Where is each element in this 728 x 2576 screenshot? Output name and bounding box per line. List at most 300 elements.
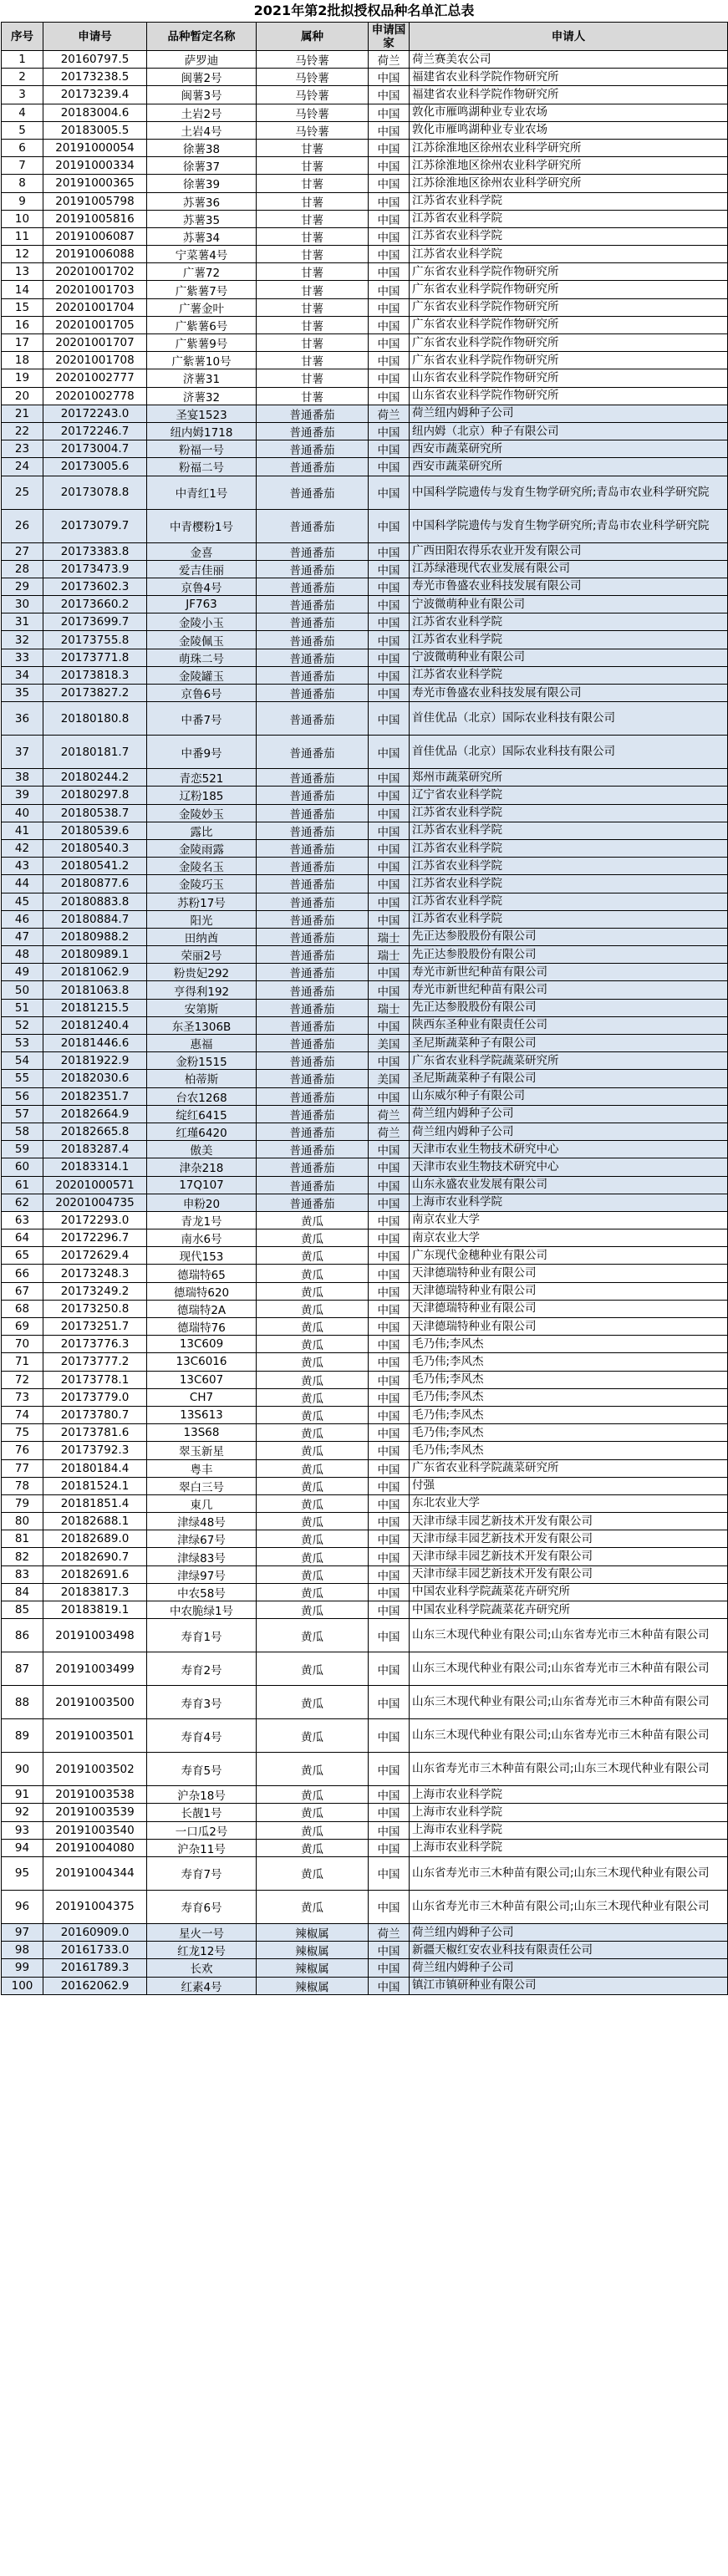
row-number-cell: 57 [2,1105,43,1123]
application-number-cell: 20201001707 [43,334,147,352]
applicant-cell: 广东省农业科学院蔬菜研究所 [410,1052,728,1070]
table-row [2,157,728,175]
applicant-cell: 天津市绿丰园艺新技术开发有限公司 [410,1548,728,1565]
table-row [2,1176,728,1194]
col-header-applicant: 申请人 [410,23,728,51]
genus-cell: 甘薯 [257,210,369,227]
application-number-cell: 20182688.1 [43,1513,147,1530]
variety-name-cell: 广紫薯10号 [147,352,257,369]
row-number-cell: 32 [2,631,43,649]
variety-name-cell: 13C607 [147,1371,257,1388]
table-row [2,1016,728,1034]
variety-name-cell: 13S68 [147,1424,257,1442]
row-number-cell: 97 [2,1923,43,1941]
genus-cell: 黄瓜 [257,1459,369,1477]
application-number-cell: 20161733.0 [43,1942,147,1959]
variety-name-cell: 苏薯35 [147,210,257,227]
variety-name-cell: 寿育7号 [147,1856,257,1890]
row-number-cell: 66 [2,1265,43,1282]
genus-cell: 甘薯 [257,352,369,369]
table-row [2,631,728,649]
variety-name-cell: 津绿67号 [147,1530,257,1548]
variety-name-cell: 宁菜薯4号 [147,246,257,263]
genus-cell: 普通番茄 [257,613,369,631]
variety-name-cell: 荣丽2号 [147,946,257,964]
genus-cell: 黄瓜 [257,1494,369,1512]
applicant-cell: 广东省农业科学院作物研究所 [410,263,728,281]
genus-cell: 普通番茄 [257,1123,369,1140]
application-number-cell: 20173238.5 [43,69,147,86]
row-number-cell: 54 [2,1052,43,1070]
application-number-cell: 20201000571 [43,1176,147,1194]
genus-cell: 马铃薯 [257,51,369,69]
table-row [2,281,728,298]
application-number-cell: 20160909.0 [43,1923,147,1941]
table-row [2,1719,728,1753]
row-number-cell: 60 [2,1158,43,1176]
applicant-cell: 广东省农业科学院蔬菜研究所 [410,1459,728,1477]
application-number-cell: 20173792.3 [43,1442,147,1459]
country-cell: 中国 [369,192,410,210]
row-number-cell: 19 [2,369,43,387]
country-cell: 中国 [369,1336,410,1353]
applicant-cell: 寿光市新世纪种苗有限公司 [410,981,728,999]
applicant-cell: 中国农业科学院蔬菜花卉研究所 [410,1601,728,1619]
table-row [2,999,728,1016]
country-cell: 荷兰 [369,1923,410,1941]
row-number-cell: 79 [2,1494,43,1512]
country-cell: 中国 [369,121,410,139]
application-number-cell: 20183287.4 [43,1141,147,1158]
country-cell: 中国 [369,1318,410,1336]
row-number-cell: 44 [2,875,43,893]
country-cell: 中国 [369,422,410,440]
genus-cell: 黄瓜 [257,1247,369,1265]
row-number-cell: 56 [2,1087,43,1105]
variety-name-cell: 星火一号 [147,1923,257,1941]
country-cell: 中国 [369,1856,410,1890]
row-number-cell: 23 [2,440,43,458]
applicant-cell: 江苏徐淮地区徐州农业科学研究所 [410,175,728,192]
genus-cell: 甘薯 [257,334,369,352]
table-row [2,352,728,369]
row-number-cell: 83 [2,1565,43,1583]
application-number-cell: 20182691.6 [43,1565,147,1583]
table-row [2,964,728,981]
country-cell: 中国 [369,1686,410,1719]
applicant-cell: 山东威尔种子有限公司 [410,1087,728,1105]
genus-cell: 黄瓜 [257,1442,369,1459]
genus-cell: 甘薯 [257,157,369,175]
row-number-cell: 55 [2,1070,43,1087]
application-number-cell: 20182690.7 [43,1548,147,1565]
country-cell: 中国 [369,476,410,509]
variety-name-cell: 金喜 [147,542,257,560]
table-row [2,839,728,857]
applicant-cell: 毛乃伟;李风杰 [410,1371,728,1388]
application-number-cell: 20181240.4 [43,1016,147,1034]
application-number-cell: 20191003502 [43,1753,147,1786]
row-number-cell: 100 [2,1977,43,1994]
table-row [2,1194,728,1211]
country-cell: 中国 [369,104,410,121]
genus-cell: 普通番茄 [257,509,369,542]
country-cell: 中国 [369,1459,410,1477]
row-number-cell: 8 [2,175,43,192]
table-row [2,1494,728,1512]
applicant-cell: 首佳优品（北京）国际农业科技有限公司 [410,736,728,769]
row-number-cell: 74 [2,1406,43,1423]
applicant-cell: 山东省寿光市三木种苗有限公司;山东三木现代种业有限公司 [410,1856,728,1890]
applicant-cell: 敦化市雁鸣湖种业专业农场 [410,104,728,121]
country-cell: 中国 [369,1371,410,1388]
genus-cell: 黄瓜 [257,1583,369,1601]
table-row [2,1087,728,1105]
variety-name-cell: 红龙12号 [147,1942,257,1959]
genus-cell: 黄瓜 [257,1686,369,1719]
country-cell: 中国 [369,1821,410,1839]
genus-cell: 普通番茄 [257,1176,369,1194]
table-row [2,422,728,440]
row-number-cell: 63 [2,1211,43,1229]
applicant-cell: 广东现代金穗种业有限公司 [410,1247,728,1265]
application-number-cell: 20180181.7 [43,736,147,769]
country-cell: 中国 [369,387,410,405]
variety-name-cell: 粉福一号 [147,440,257,458]
applicant-cell: 天津德瑞特种业有限公司 [410,1265,728,1282]
genus-cell: 普通番茄 [257,476,369,509]
variety-name-cell: 济薯32 [147,387,257,405]
variety-name-cell: 闽薯2号 [147,69,257,86]
country-cell: 中国 [369,964,410,981]
table-row [2,1158,728,1176]
variety-name-cell: 傲美 [147,1141,257,1158]
application-number-cell: 20173755.8 [43,631,147,649]
applicant-cell: 江苏省农业科学院 [410,910,728,928]
table-row [2,369,728,387]
variety-name-cell: 寿育3号 [147,1686,257,1719]
variety-name-cell: 津绿48号 [147,1513,257,1530]
application-number-cell: 20173771.8 [43,649,147,666]
country-cell: 美国 [369,1070,410,1087]
variety-name-cell: 亨得利192 [147,981,257,999]
table-body [2,51,728,1995]
applicant-cell: 江苏省农业科学院 [410,613,728,631]
variety-name-cell: 德瑞特2A [147,1300,257,1317]
row-number-cell: 25 [2,476,43,509]
row-number-cell: 68 [2,1300,43,1317]
row-number-cell: 64 [2,1229,43,1247]
application-number-cell: 20173660.2 [43,596,147,613]
row-number-cell: 50 [2,981,43,999]
application-number-cell: 20180538.7 [43,804,147,822]
table-row [2,822,728,839]
table-row [2,893,728,910]
application-number-cell: 20173004.7 [43,440,147,458]
table-row [2,1459,728,1477]
variety-name-cell: 安第斯 [147,999,257,1016]
table-row [2,613,728,631]
row-number-cell: 6 [2,139,43,156]
country-cell: 中国 [369,1353,410,1371]
table-row [2,298,728,316]
variety-name-cell: 柏蒂斯 [147,1070,257,1087]
genus-cell: 普通番茄 [257,822,369,839]
country-cell: 中国 [369,1513,410,1530]
applicant-cell: 广西田阳农得乐农业开发有限公司 [410,542,728,560]
application-number-cell: 20191003500 [43,1686,147,1719]
row-number-cell: 41 [2,822,43,839]
applicant-cell: 广东省农业科学院作物研究所 [410,298,728,316]
application-number-cell: 20181524.1 [43,1477,147,1494]
genus-cell: 普通番茄 [257,1087,369,1105]
table-row [2,1804,728,1821]
genus-cell: 普通番茄 [257,578,369,595]
country-cell: 中国 [369,822,410,839]
genus-cell: 甘薯 [257,387,369,405]
row-number-cell: 43 [2,858,43,875]
application-number-cell: 20173079.7 [43,509,147,542]
applicant-cell: 上海市农业科学院 [410,1839,728,1856]
genus-cell: 普通番茄 [257,893,369,910]
genus-cell: 普通番茄 [257,560,369,578]
variety-name-cell: 沪杂11号 [147,1839,257,1856]
row-number-cell: 1 [2,51,43,69]
genus-cell: 马铃薯 [257,86,369,104]
genus-cell: 黄瓜 [257,1652,369,1686]
table-row [2,192,728,210]
variety-name-cell: 翠白三号 [147,1477,257,1494]
country-cell: 中国 [369,1300,410,1317]
country-cell: 中国 [369,1652,410,1686]
table-row [2,649,728,666]
genus-cell: 马铃薯 [257,104,369,121]
table-row [2,1247,728,1265]
variety-name-cell: 13C6016 [147,1353,257,1371]
country-cell: 中国 [369,1494,410,1512]
variety-name-cell: 广紫薯7号 [147,281,257,298]
country-cell: 中国 [369,334,410,352]
applicant-cell: 江苏徐淮地区徐州农业科学研究所 [410,139,728,156]
country-cell: 中国 [369,578,410,595]
row-number-cell: 3 [2,86,43,104]
genus-cell: 黄瓜 [257,1786,369,1804]
col-header-no: 序号 [2,23,43,51]
country-cell: 中国 [369,804,410,822]
applicant-cell: 江苏省农业科学院 [410,227,728,245]
table-row [2,1513,728,1530]
applicant-cell: 江苏省农业科学院 [410,839,728,857]
variety-name-cell: 萌珠二号 [147,649,257,666]
application-number-cell: 20191004375 [43,1890,147,1923]
row-number-cell: 4 [2,104,43,121]
variety-name-cell: 东圣1306B [147,1016,257,1034]
applicant-cell: 圣尼斯蔬菜种子有限公司 [410,1070,728,1087]
country-cell: 中国 [369,263,410,281]
genus-cell: 普通番茄 [257,999,369,1016]
application-number-cell: 20201001708 [43,352,147,369]
applicant-cell: 江苏省农业科学院 [410,631,728,649]
variety-name-cell: JF763 [147,596,257,613]
genus-cell: 普通番茄 [257,440,369,458]
application-number-cell: 20182665.8 [43,1123,147,1140]
table-row [2,1052,728,1070]
row-number-cell: 53 [2,1035,43,1052]
country-cell: 中国 [369,858,410,875]
country-cell: 中国 [369,1619,410,1652]
applicant-cell: 天津德瑞特种业有限公司 [410,1318,728,1336]
application-number-cell: 20172629.4 [43,1247,147,1265]
genus-cell: 甘薯 [257,175,369,192]
row-number-cell: 2 [2,69,43,86]
applicant-cell: 南京农业大学 [410,1229,728,1247]
country-cell: 中国 [369,1282,410,1300]
row-number-cell: 21 [2,405,43,422]
country-cell: 荷兰 [369,1105,410,1123]
applicant-cell: 荷兰纽内姆种子公司 [410,1123,728,1140]
table-row [2,227,728,245]
row-number-cell: 7 [2,157,43,175]
application-number-cell: 20191003539 [43,1804,147,1821]
row-number-cell: 47 [2,928,43,945]
genus-cell: 普通番茄 [257,1070,369,1087]
row-number-cell: 88 [2,1686,43,1719]
genus-cell: 普通番茄 [257,649,369,666]
application-number-cell: 20173827.2 [43,685,147,702]
table-row [2,316,728,333]
variety-name-cell: 广薯72 [147,263,257,281]
variety-name-cell: 粉贵妃292 [147,964,257,981]
genus-cell: 黄瓜 [257,1406,369,1423]
variety-name-cell: 金陵罐玉 [147,666,257,684]
variety-name-cell: 中农脆绿1号 [147,1601,257,1619]
applicant-cell: 江苏省农业科学院 [410,666,728,684]
col-header-variety-name: 品种暂定名称 [147,23,257,51]
applicant-cell: 山东省寿光市三木种苗有限公司;山东三木现代种业有限公司 [410,1753,728,1786]
row-number-cell: 80 [2,1513,43,1530]
applicant-cell: 上海市农业科学院 [410,1786,728,1804]
genus-cell: 普通番茄 [257,964,369,981]
genus-cell: 普通番茄 [257,666,369,684]
country-cell: 瑞士 [369,999,410,1016]
country-cell: 中国 [369,1016,410,1034]
genus-cell: 马铃薯 [257,69,369,86]
variety-name-cell: 徐薯38 [147,139,257,156]
genus-cell: 甘薯 [257,263,369,281]
variety-name-cell: 爱吉佳丽 [147,560,257,578]
genus-cell: 普通番茄 [257,981,369,999]
applicant-cell: 江苏省农业科学院 [410,210,728,227]
row-number-cell: 67 [2,1282,43,1300]
row-number-cell: 26 [2,509,43,542]
genus-cell: 黄瓜 [257,1601,369,1619]
application-number-cell: 20201004735 [43,1194,147,1211]
variety-name-cell: 萨罗迪 [147,51,257,69]
country-cell: 中国 [369,736,410,769]
row-number-cell: 89 [2,1719,43,1753]
row-number-cell: 28 [2,560,43,578]
applicant-cell: 首佳优品（北京）国际农业科技有限公司 [410,702,728,736]
country-cell: 中国 [369,1442,410,1459]
table-row [2,946,728,964]
variety-name-cell: 青恋521 [147,769,257,787]
variety-table [1,22,728,1995]
table-row [2,1959,728,1977]
genus-cell: 甘薯 [257,316,369,333]
variety-name-cell: 13C609 [147,1336,257,1353]
row-number-cell: 31 [2,613,43,631]
application-number-cell: 20191000334 [43,157,147,175]
applicant-cell: 江苏徐淮地区徐州农业科学研究所 [410,157,728,175]
variety-name-cell: 京鲁4号 [147,578,257,595]
variety-name-cell: 绽红6415 [147,1105,257,1123]
variety-name-cell: 德瑞特76 [147,1318,257,1336]
applicant-cell: 天津德瑞特种业有限公司 [410,1300,728,1317]
country-cell: 中国 [369,981,410,999]
genus-cell: 普通番茄 [257,946,369,964]
applicant-cell: 山东省寿光市三木种苗有限公司;山东三木现代种业有限公司 [410,1890,728,1923]
applicant-cell: 山东永盛农业发展有限公司 [410,1176,728,1194]
variety-name-cell: 辽粉185 [147,787,257,804]
table-row [2,263,728,281]
row-number-cell: 39 [2,787,43,804]
row-number-cell: 96 [2,1890,43,1923]
applicant-cell: 天津市农业生物技术研究中心 [410,1158,728,1176]
row-number-cell: 35 [2,685,43,702]
applicant-cell: 宁波微萌种业有限公司 [410,596,728,613]
country-cell: 中国 [369,1890,410,1923]
table-row [2,1619,728,1652]
application-number-cell: 20182351.7 [43,1087,147,1105]
application-number-cell: 20160797.5 [43,51,147,69]
row-number-cell: 77 [2,1459,43,1477]
row-number-cell: 70 [2,1336,43,1353]
genus-cell: 普通番茄 [257,858,369,875]
genus-cell: 普通番茄 [257,405,369,422]
genus-cell: 黄瓜 [257,1424,369,1442]
table-row [2,928,728,945]
genus-cell: 普通番茄 [257,804,369,822]
variety-name-cell: CH7 [147,1388,257,1406]
applicant-cell: 江苏省农业科学院 [410,822,728,839]
row-number-cell: 76 [2,1442,43,1459]
genus-cell: 黄瓜 [257,1353,369,1371]
genus-cell: 甘薯 [257,139,369,156]
applicant-cell: 江苏省农业科学院 [410,192,728,210]
applicant-cell: 天津德瑞特种业有限公司 [410,1282,728,1300]
genus-cell: 甘薯 [257,246,369,263]
variety-name-cell: 中青红1号 [147,476,257,509]
row-number-cell: 49 [2,964,43,981]
variety-name-cell: 徐薯39 [147,175,257,192]
application-number-cell: 20180540.3 [43,839,147,857]
row-number-cell: 13 [2,263,43,281]
applicant-cell: 寿光市鲁盛农业科技发展有限公司 [410,578,728,595]
applicant-cell: 郑州市蔬菜研究所 [410,769,728,787]
country-cell: 中国 [369,1247,410,1265]
table-row [2,1753,728,1786]
genus-cell: 黄瓜 [257,1530,369,1548]
application-number-cell: 20173005.6 [43,458,147,476]
applicant-cell: 广东省农业科学院作物研究所 [410,334,728,352]
variety-name-cell: 中番9号 [147,736,257,769]
variety-name-cell: 苏薯34 [147,227,257,245]
applicant-cell: 广东省农业科学院作物研究所 [410,352,728,369]
table-row [2,1442,728,1459]
table-row [2,1123,728,1140]
applicant-cell: 中国科学院遗传与发育生物学研究所;青岛市农业科学研究院 [410,476,728,509]
row-number-cell: 40 [2,804,43,822]
